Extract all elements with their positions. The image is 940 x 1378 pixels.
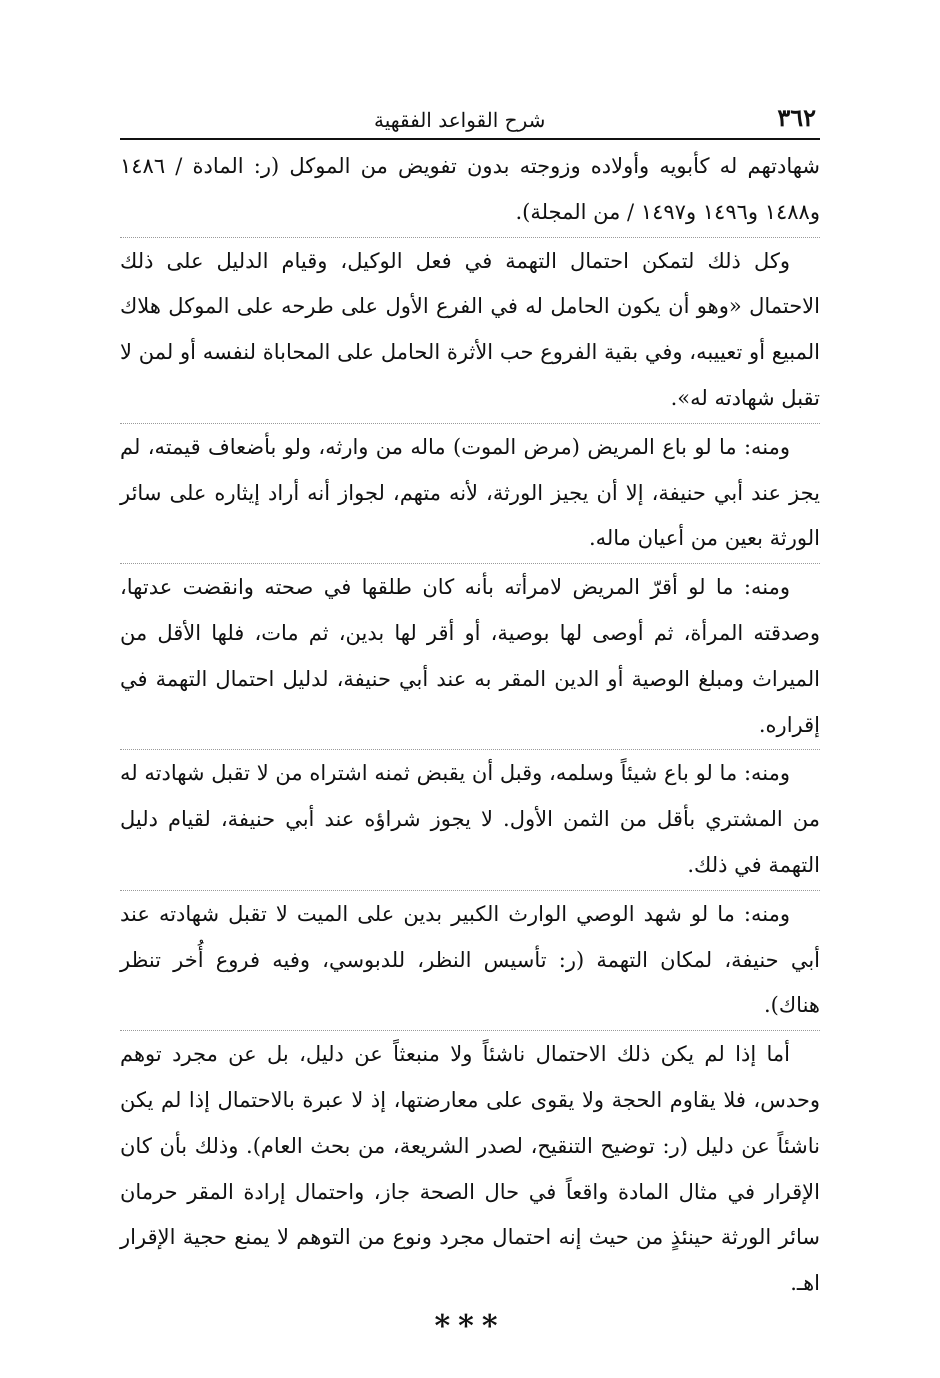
running-title: شرح القواعد الفقهية xyxy=(374,108,546,132)
paragraph-divider xyxy=(120,563,820,564)
paragraph: وكل ذلك لتمكن احتمال التهمة في فعل الوكيل، وقيام الدليل على ذلك الاحتمال «وهو أن يكون الحامل له في الفرع الأول على طرحه على الموكل هلاك المبيع أو تعييبه، وفي بقية الفروع حب الأثرة الحامل على المحاباة لنفسه أو لمن لا تقبل شهادته له». xyxy=(120,248,820,410)
paragraph: ومنه: ما لو أقرّ المريض لامرأته بأنه كان طلقها في صحته وانقضت عدتها، وصدقته المرأة، ثم أوصى لها بوصية، أو أقر لها بدين، ثم مات، فلها الأقل من الميراث ومبلغ الوصية أو الدين المقر به عند أبي حنيفة، لدليل احتمال التهمة في إقراره. xyxy=(120,575,820,737)
paragraph-divider xyxy=(120,749,820,750)
body-text xyxy=(120,144,820,1307)
paragraph-divider xyxy=(120,237,820,238)
page-header xyxy=(120,92,820,140)
paragraph: ومنه: ما لو باع شيئاً وسلمه، وقبل أن يقبض ثمنه اشتراه من لا تقبل شهادته له من المشتري بأقل من الثمن الأول. لا يجوز شراؤه عند أبي حنيفة، لقيام دليل التهمة في ذلك. xyxy=(120,761,820,877)
paragraph-divider xyxy=(120,1030,820,1031)
paragraph-divider xyxy=(120,423,820,424)
section-end-asterisks: *** xyxy=(434,1308,506,1344)
paragraph-continuation: شهادتهم له كأبويه وأولاده وزوجته بدون تفويض من الموكل (ر: المادة / ١٤٨٦ و١٤٨٨ و١٤٩٦ و١٤٩٧ / من المجلة). xyxy=(120,154,820,224)
paragraph: أما إذا لم يكن ذلك الاحتمال ناشئاً ولا منبعثاً عن دليل، بل عن مجرد توهم وحدس، فلا يقاوم الحجة ولا يقوى على معارضتها، إذ لا عبرة بالاحتمال إذا لم يكن ناشئاً عن دليل (ر: توضيح التنقيح، لصدر الشريعة، من بحث العام). وذلك بأن كان الإقرار في مثال المادة واقعاً في حال الصحة جاز، واحتمال إرادة المقر حرمان سائر الورثة حينئذٍ من حيث إنه احتمال مجرد ونوع من التوهم لا يمنع حجية الإقرار اهـ. xyxy=(120,1042,820,1296)
book-page xyxy=(120,92,820,1344)
paragraph: ومنه: ما لو باع المريض (مرض الموت) ماله من وارثه، ولو بأضعاف قيمته، لم يجز عند أبي حنيفة، إلا أن يجيز الورثة، لأنه متهم، لجواز أنه أراد إيثاره على سائر الورثة بعين من أعيان ماله. xyxy=(120,434,820,551)
paragraph-divider xyxy=(120,890,820,891)
page-number: ٣٦٢ xyxy=(777,103,816,132)
paragraph: ومنه: ما لو شهد الوصي الوارث الكبير بدين على الميت لا تقبل شهادته عند أبي حنيفة، لمكان التهمة (ر: تأسيس النظر، للدبوسي، وفيه فروع أُخر تنظر هناك). xyxy=(120,901,820,1018)
